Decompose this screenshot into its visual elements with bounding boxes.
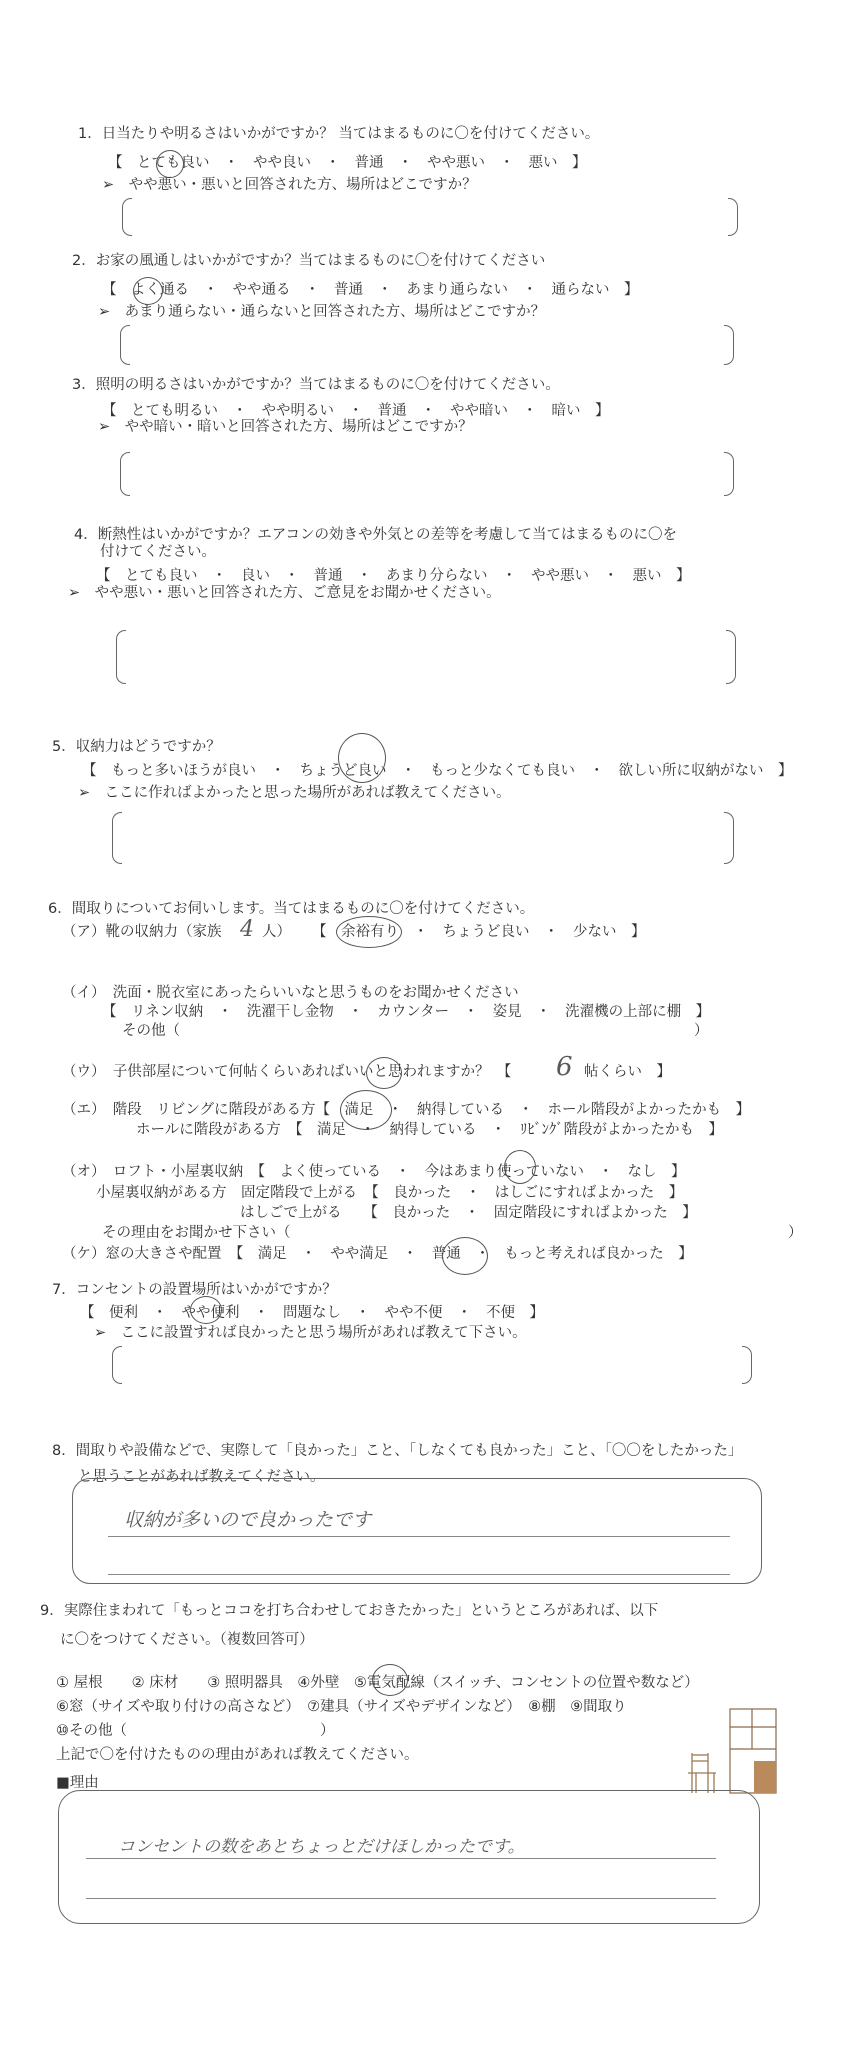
q6-question: 6．間取りについてお伺いします。当てはまるものに〇を付けてください。 xyxy=(48,901,535,917)
q6-o-line3: はしごで上がる 【 良かった ・ 固定階段にすればよかった 】 xyxy=(240,1205,697,1221)
q9-question-line2: に〇をつけてください。（複数回答可） xyxy=(60,1632,314,1648)
q6-ke-label: （ケ）窓の大きさや配置 【 満足 ・ やや満足 ・ 普通 ・ もっと考えれば良かった 】 xyxy=(62,1246,693,1262)
q4-question-line1: 4．断熱性はいかがですか？エアコンの効きや外気との差等を考慮して当てはまるものに〇を xyxy=(74,527,677,543)
q2-followup: ➢ あまり通らない・通らないと回答された方、場所はどこですか？ xyxy=(98,304,546,320)
q1-answer-circle xyxy=(156,150,184,178)
q9-options-line3-close: ） xyxy=(320,1723,335,1739)
q6-a-options: 【 余裕有り ・ ちょうど良い ・ 少ない 】 xyxy=(312,924,646,940)
q6-a-unit: 人） xyxy=(262,924,291,940)
q8-answer-box xyxy=(72,1478,762,1584)
q4-followup: ➢ やや悪い・悪いと回答された方、ご意見をお聞かせください。 xyxy=(68,585,501,601)
q3-question: 3．照明の明るさはいかがですか？当てはまるものに〇を付けてください。 xyxy=(72,377,560,393)
shelf-drawer xyxy=(754,1761,776,1793)
q6-e-line2: ホールに階段がある方 【 満足 ・ 納得している ・ ﾘﾋﾞﾝｸﾞ階段がよかったかも 】 xyxy=(136,1122,723,1138)
q6-a-label: （ア）靴の収納力（家族 xyxy=(62,924,222,940)
q9-reason-label: ■理由 xyxy=(56,1775,99,1791)
q6-e-label: （エ） 階段 リビングに階段がある方【 満足 ・ 納得している ・ ホール階段がよかったかも 】 xyxy=(62,1102,751,1118)
q1-answer-bracket-right xyxy=(728,198,738,236)
q2-answer-bracket-left xyxy=(120,325,130,365)
q9-reason-box xyxy=(58,1790,760,1924)
q8-question-line1: 8．間取りや設備などで、実際して「良かった」こと、「しなくても良かった」こと、「〇〇をしたかった」 xyxy=(52,1443,743,1459)
q9-reason-handwritten: コンセントの数をあとちょっとだけほしかったです。 xyxy=(118,1837,525,1857)
q6-o-line2: 小屋裏収納がある方 固定階段で上がる 【 良かった ・ はしごにすればよかった 】 xyxy=(96,1185,684,1201)
q6-i-other-close: ） xyxy=(694,1023,709,1039)
q7-answer-bracket-right xyxy=(742,1346,752,1384)
q1-answer-bracket-left xyxy=(122,198,132,236)
q1-followup: ➢ やや悪い・悪いと回答された方、場所はどこですか？ xyxy=(102,177,477,193)
q1-question: 1．日当たりや明るさはいかがですか？ 当てはまるものに〇を付けてください。 xyxy=(78,126,600,142)
q2-answer-circle xyxy=(133,277,163,305)
q6-o-line4-close: ） xyxy=(788,1225,803,1241)
q4-question-line2: 付けてください。 xyxy=(100,544,216,560)
q3-options: 【 とても明るい ・ やや明るい ・ 普通 ・ やや暗い ・ 暗い 】 xyxy=(102,403,610,419)
q7-followup: ➢ ここに設置すれば良かったと思う場所があれば教えて下さい。 xyxy=(94,1325,527,1341)
q6-o-line4: その理由をお聞かせ下さい（ xyxy=(102,1225,291,1241)
q7-answer-circle xyxy=(190,1296,222,1324)
q9-reason-prompt: 上記で〇を付けたものの理由があれば教えてください。 xyxy=(56,1747,419,1763)
q8-answer-line-1 xyxy=(108,1536,730,1537)
q9-reason-line-2 xyxy=(86,1898,716,1899)
q3-followup: ➢ やや暗い・暗いと回答された方、場所はどこですか？ xyxy=(98,419,473,435)
q6-a-count-handwritten: 4 xyxy=(240,917,254,942)
q6-u-label: （ウ） 子供部屋について何帖くらいあればいいと思われますか？ 【 xyxy=(62,1064,512,1080)
q6-ke-answer-circle xyxy=(442,1237,488,1275)
q9-options-line3: ⑩その他（ xyxy=(56,1723,127,1739)
q7-answer-bracket-left xyxy=(112,1346,122,1384)
q6-o-answer-circle xyxy=(504,1150,536,1184)
q7-options: 【 便利 ・ やや便利 ・ 問題なし ・ やや不便 ・ 不便 】 xyxy=(80,1305,544,1321)
chair xyxy=(688,1753,716,1793)
q9-reason-line-1 xyxy=(86,1858,716,1859)
q9-options-line2: ⑥窓（サイズや取り付けの高さなど） ⑦建具（サイズやデザインなど） ⑧棚 ⑨間取り xyxy=(56,1699,627,1715)
q6-u-answer-circle xyxy=(366,1057,402,1089)
q8-answer-line-2 xyxy=(108,1574,730,1575)
q4-answer-bracket-right xyxy=(726,630,736,684)
q2-answer-bracket-right xyxy=(724,325,734,365)
q5-question: 5．収納力はどうですか？ xyxy=(52,739,221,755)
q7-question: 7．コンセントの設置場所はいかがですか？ xyxy=(52,1282,337,1298)
q5-answer-circle xyxy=(338,733,386,783)
q5-answer-bracket-right xyxy=(724,812,734,864)
q3-answer-bracket-left xyxy=(120,452,130,496)
q9-question-line1: 9．実際住まわれて「もっとココを打ち合わせしておきたかった」というところがあれば、以下 xyxy=(40,1603,659,1619)
q4-options: 【 とても良い ・ 良い ・ 普通 ・ あまり分らない ・ やや悪い ・ 悪い 】 xyxy=(96,568,691,584)
q5-answer-bracket-left xyxy=(112,812,122,864)
q4-answer-bracket-left xyxy=(116,630,126,684)
q3-answer-bracket-right xyxy=(724,452,734,496)
q5-followup: ➢ ここに作ればよかったと思った場所があれば教えてください。 xyxy=(78,785,511,801)
q6-u-unit: 帖くらい 】 xyxy=(584,1064,671,1080)
q1-options: 【 とても良い ・ やや良い ・ 普通 ・ やや悪い ・ 悪い 】 xyxy=(108,155,587,171)
q6-o-label: （オ） ロフト・小屋裏収納 【 よく使っている ・ 今はあまり使っていない ・ なし 】 xyxy=(62,1164,686,1180)
q8-question-line2: と思うことがあれば教えてください。 xyxy=(78,1469,325,1485)
q6-a-answer-circle xyxy=(336,916,402,948)
q6-i-label: （イ） 洗面・脱衣室にあったらいいなと思うものをお聞かせください xyxy=(62,985,519,1001)
q2-question: 2．お家の風通しはいかがですか？当てはまるものに〇を付けてください xyxy=(72,253,546,269)
q5-options: 【 もっと多いほうが良い ・ ちょうど良い ・ もっと少なくても良い ・ 欲しい所に収納がない 】 xyxy=(82,763,793,779)
q6-i-other: その他（ xyxy=(122,1023,180,1039)
q6-u-answer-handwritten: 6 xyxy=(556,1052,573,1082)
q8-answer-handwritten: 収納が多いので良かったです xyxy=(124,1509,372,1531)
q9-answer-circle xyxy=(372,1664,408,1696)
q9-options-line1: ① 屋根 ② 床材 ③ 照明器具 ④外壁 ⑤電気配線（スイッチ、コンセントの位置や数など） xyxy=(56,1675,699,1691)
q2-options: 【 よく通る ・ やや通る ・ 普通 ・ あまり通らない ・ 通らない 】 xyxy=(102,282,639,298)
chair-and-shelf-illustration xyxy=(686,1705,784,1797)
q6-i-options: 【 リネン収納 ・ 洗濯干し金物 ・ カウンター ・ 姿見 ・ 洗濯機の上部に棚 】 xyxy=(102,1004,711,1020)
